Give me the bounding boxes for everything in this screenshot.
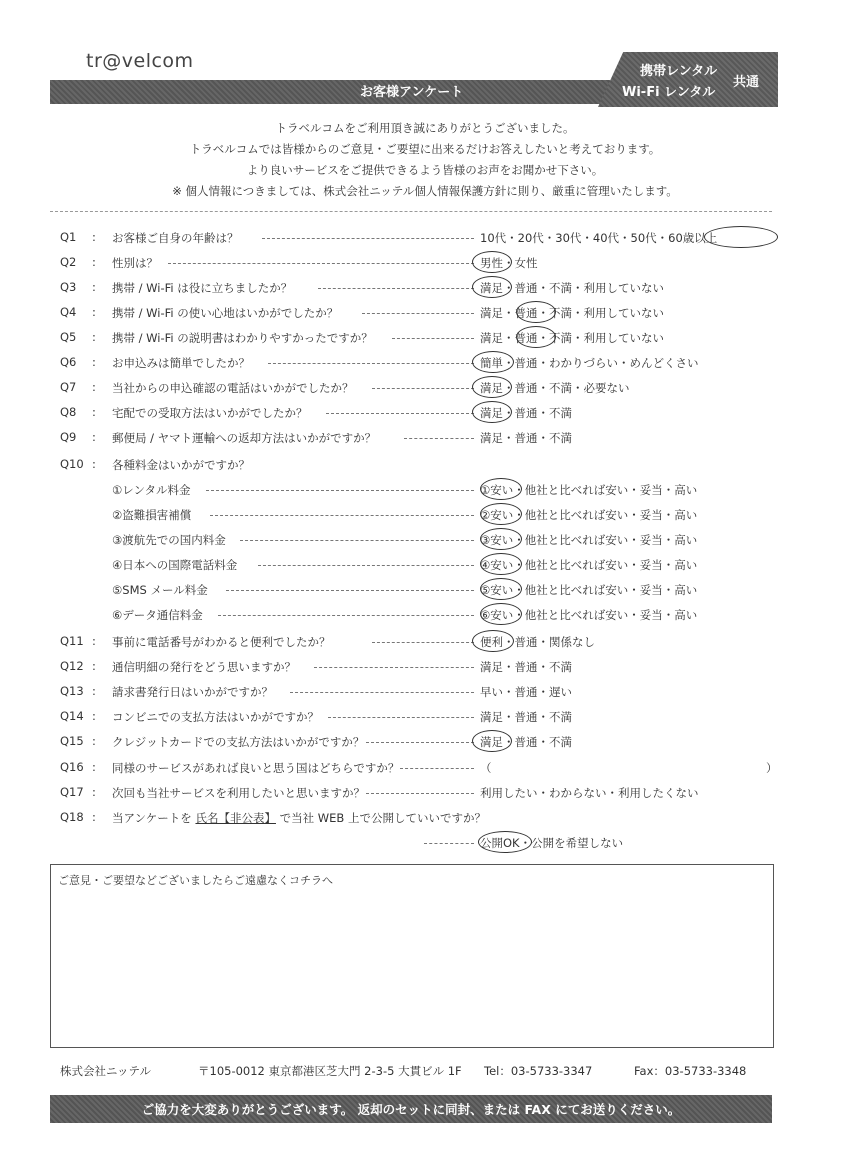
question-number: Q15	[60, 734, 84, 748]
answer-circle	[478, 831, 532, 853]
header-tag-wifi: Wi-Fi レンタル	[622, 85, 716, 100]
answer-circle	[516, 301, 556, 323]
answer-options[interactable]: ④安い・他社と比べれば安い・妥当・高い	[480, 558, 698, 572]
answer-options[interactable]: 満足・普通・不満	[480, 735, 572, 749]
question-row: Q11 : 事前に電話番号がわかると便利でしたか？ 便利・普通・関係なし	[0, 634, 850, 656]
company-address: 〒105-0012 東京都港区芝大門 2-3-5 大貫ビル 1F	[198, 1064, 462, 1078]
fee-row	[0, 532, 850, 554]
company-name: 株式会社ニッテル	[60, 1064, 151, 1078]
form-title: お客様アンケート	[360, 85, 464, 100]
answer-circle	[704, 226, 778, 248]
q18-pre: 当アンケートを	[112, 811, 192, 825]
question-number: Q16	[60, 760, 84, 774]
fee-item: ③渡航先での国内料金	[112, 533, 226, 547]
question-row: Q13 : 請求書発行日はいかがですか？ 早い・普通・遅い	[60, 684, 572, 699]
question-number: Q18	[60, 810, 84, 824]
question-number: Q3	[60, 280, 77, 294]
travelcom-logo: tr@velcom	[86, 50, 194, 72]
divider	[50, 211, 772, 212]
answer-options[interactable]: ⑥安い・他社と比べれば安い・妥当・高い	[480, 608, 698, 622]
question-text: 事前に電話番号がわかると便利でしたか？	[112, 635, 331, 649]
fee-item: ④日本への国際電話料金	[112, 558, 238, 572]
fee-item: ⑤SMS メール料金	[112, 583, 208, 597]
question-number: Q1	[60, 230, 77, 244]
answer-options[interactable]: 10代・20代・30代・40代・50代・60歳以上	[480, 231, 718, 245]
question-number: Q10	[60, 457, 84, 471]
q18-highlight: 氏名【非公表】	[195, 811, 276, 825]
question-row: Q2 : 性別は？ 男性・女性	[0, 255, 850, 277]
answer-options[interactable]: 満足・普通・不満・利用していない	[480, 306, 664, 320]
question-text: お客様ご自身の年齢は？	[112, 231, 239, 245]
answer-options[interactable]: ③安い・他社と比べれば安い・妥当・高い	[480, 533, 698, 547]
header-bar	[50, 80, 610, 104]
answer-circle	[472, 630, 514, 652]
answer-options[interactable]: 簡単・普通・わかりづらい・めんどくさい	[480, 356, 699, 370]
fee-row	[0, 482, 850, 504]
answer-options[interactable]: 満足・普通・不満・利用していない	[480, 281, 664, 295]
answer-circle	[472, 351, 514, 373]
comment-label: ご意見・ご要望などございましたらご遠慮なくコチラへ	[58, 874, 333, 887]
answer-circle	[472, 276, 512, 298]
question-row: Q3 : 携帯 / Wi-Fi は役に立ちましたか？ 満足・普通・不満・利用していない	[0, 280, 850, 302]
question-row: Q16 : 同様のサービスがあれば良いと思う国はどちらですか？ （ ）	[60, 760, 778, 775]
answer-circle	[472, 251, 512, 273]
question-text	[112, 810, 486, 826]
question-number: Q13	[60, 684, 84, 698]
question-number: Q14	[60, 709, 84, 723]
answer-options[interactable]: 利用したい・わからない・利用したくない	[480, 786, 699, 800]
question-row: Q14 : コンビニでの支払方法はいかがですか？ 満足・普通・不満	[60, 709, 572, 724]
question-number: Q9	[60, 430, 77, 444]
company-fax: Fax：03-5733-3348	[634, 1064, 747, 1078]
header-tag-common: 共通	[733, 75, 760, 90]
question-row: Q7 : 当社からの申込確認の電話はいかがでしたか？ 満足・普通・不満・必要ない	[0, 380, 850, 402]
question-row: Q6 : お申込みは簡単でしたか？ 簡単・普通・わかりづらい・めんどくさい	[0, 355, 850, 377]
answer-circle	[480, 503, 522, 525]
answer-options[interactable]: 満足・普通・不満・必要ない	[480, 381, 630, 395]
question-number: Q11	[60, 634, 84, 648]
question-number: Q4	[60, 305, 77, 319]
question-row: Q5 : 携帯 / Wi-Fi の説明書はわかりやすかったですか？ 満足・普通・不満・利用していない	[0, 330, 850, 352]
answer-circle	[472, 376, 512, 398]
answer-circle	[480, 603, 522, 625]
question-text: 郵便局 / ヤマト運輸への返却方法はいかがですか？	[112, 431, 377, 445]
question-text: 通信明細の発行をどう思いますか？	[112, 660, 296, 674]
intro-text	[0, 118, 850, 202]
answer-circle	[480, 478, 522, 500]
fee-row	[0, 607, 850, 629]
q18-post: で当社 WEB 上で公開していいですか？	[279, 811, 486, 825]
answer-options[interactable]: ⑤安い・他社と比べれば安い・妥当・高い	[480, 583, 698, 597]
answer-circle	[472, 730, 512, 752]
answer-options[interactable]: ②安い・他社と比べれば安い・妥当・高い	[480, 508, 698, 522]
question-text: 同様のサービスがあれば良いと思う国はどちらですか？	[112, 761, 400, 775]
answer-circle	[516, 326, 556, 348]
question-number: Q6	[60, 355, 77, 369]
question-number: Q2	[60, 255, 77, 269]
question-text: 次回も当社サービスを利用したいと思いますか？	[112, 786, 365, 800]
answer-options[interactable]: 早い・普通・遅い	[480, 685, 572, 699]
answer-options[interactable]: 満足・普通・不満・利用していない	[480, 331, 664, 345]
question-row: Q15 : クレジットカードでの支払方法はいかがですか？ 満足・普通・不満	[0, 734, 850, 756]
question-text: 各種料金はいかがですか？	[112, 458, 250, 472]
answer-options[interactable]: 満足・普通・不満	[480, 431, 572, 445]
country-input-open[interactable]: （	[480, 761, 492, 775]
question-row: Q18 : 当アンケートを 氏名【非公表】 で当社 WEB 上で公開していいですか？	[60, 810, 486, 825]
question-row: Q8 : 宅配での受取方法はいかがでしたか？ 満足・普通・不満	[0, 405, 850, 427]
question-row: Q10 : 各種料金はいかがですか？	[60, 457, 250, 472]
answer-circle	[480, 553, 522, 575]
country-input-close: ）	[766, 761, 778, 775]
question-number: Q17	[60, 785, 84, 799]
answer-options[interactable]: 公開OK・公開を希望しない	[480, 836, 624, 850]
answer-options[interactable]: 満足・普通・不満	[480, 406, 572, 420]
fee-item: ②盗難損害補償	[112, 508, 192, 522]
intro-line: トラベルコムでは皆様からのご意見・ご要望に出来るだけお答えしたいと考えております。	[189, 142, 661, 156]
question-row: Q1 : お客様ご自身の年齢は？ 10代・20代・30代・40代・50代・60歳以上	[0, 230, 850, 252]
question-text: 性別は？	[112, 256, 158, 270]
question-text: 携帯 / Wi-Fi の説明書はわかりやすかったですか？	[112, 331, 373, 345]
answer-circle	[480, 528, 522, 550]
answer-options[interactable]: 満足・普通・不満	[480, 710, 572, 724]
question-text: 当社からの申込確認の電話はいかがでしたか？	[112, 381, 354, 395]
question-number: Q7	[60, 380, 77, 394]
question-row: Q9 : 郵便局 / ヤマト運輸への返却方法はいかがですか？ 満足・普通・不満	[60, 430, 572, 445]
question-text: 請求書発行日はいかがですか？	[112, 685, 273, 699]
answer-options[interactable]: ①安い・他社と比べれば安い・妥当・高い	[480, 483, 698, 497]
fee-row	[0, 507, 850, 529]
question-row: Q4 : 携帯 / Wi-Fi の使い心地はいかがでしたか？ 満足・普通・不満・利用していない	[0, 305, 850, 327]
question-text: 携帯 / Wi-Fi の使い心地はいかがでしたか？	[112, 306, 339, 320]
question-row: Q12 : 通信明細の発行をどう思いますか？ 満足・普通・不満	[60, 659, 572, 674]
answer-options[interactable]: 満足・普通・不満	[480, 660, 572, 674]
question-text: コンビニでの支払方法はいかがですか？	[112, 710, 319, 724]
fee-item: ⑥データ通信料金	[112, 608, 203, 622]
question-text: クレジットカードでの支払方法はいかがですか？	[112, 735, 365, 749]
bottom-message: ご協力を大変ありがとうございます。 返却のセットに同封、または FAX にてお送りください。	[141, 1102, 681, 1117]
answer-circle	[472, 401, 512, 423]
fee-row	[0, 582, 850, 604]
question-row	[0, 835, 850, 857]
fee-item: ①レンタル料金	[112, 483, 191, 497]
intro-line: ※ 個人情報につきましては、株式会社ニッテル個人情報保護方針に則り、厳重に管理いたします。	[172, 184, 678, 198]
answer-options[interactable]: 男性・女性	[480, 256, 538, 270]
question-number: Q8	[60, 405, 77, 419]
answer-circle	[480, 578, 522, 600]
question-row: Q17 : 次回も当社サービスを利用したいと思いますか？ 利用したい・わからない・利用したくない	[60, 785, 699, 800]
comment-textarea[interactable]	[50, 864, 774, 1048]
answer-options[interactable]: 便利・普通・関係なし	[480, 635, 595, 649]
question-text: お申込みは簡単でしたか？	[112, 356, 250, 370]
intro-line: より良いサービスをご提供できるよう皆様のお声をお聞かせ下さい。	[246, 163, 604, 177]
question-number: Q12	[60, 659, 84, 673]
intro-line: トラベルコムをご利用頂き誠にありがとうございました。	[275, 121, 575, 135]
question-text: 携帯 / Wi-Fi は役に立ちましたか？	[112, 281, 293, 295]
fee-row	[0, 557, 850, 579]
question-text: 宅配での受取方法はいかがでしたか？	[112, 406, 308, 420]
company-tel: Tel：03-5733-3347	[484, 1064, 593, 1078]
question-number: Q5	[60, 330, 77, 344]
header-tag-mobile: 携帯レンタル	[640, 64, 718, 79]
